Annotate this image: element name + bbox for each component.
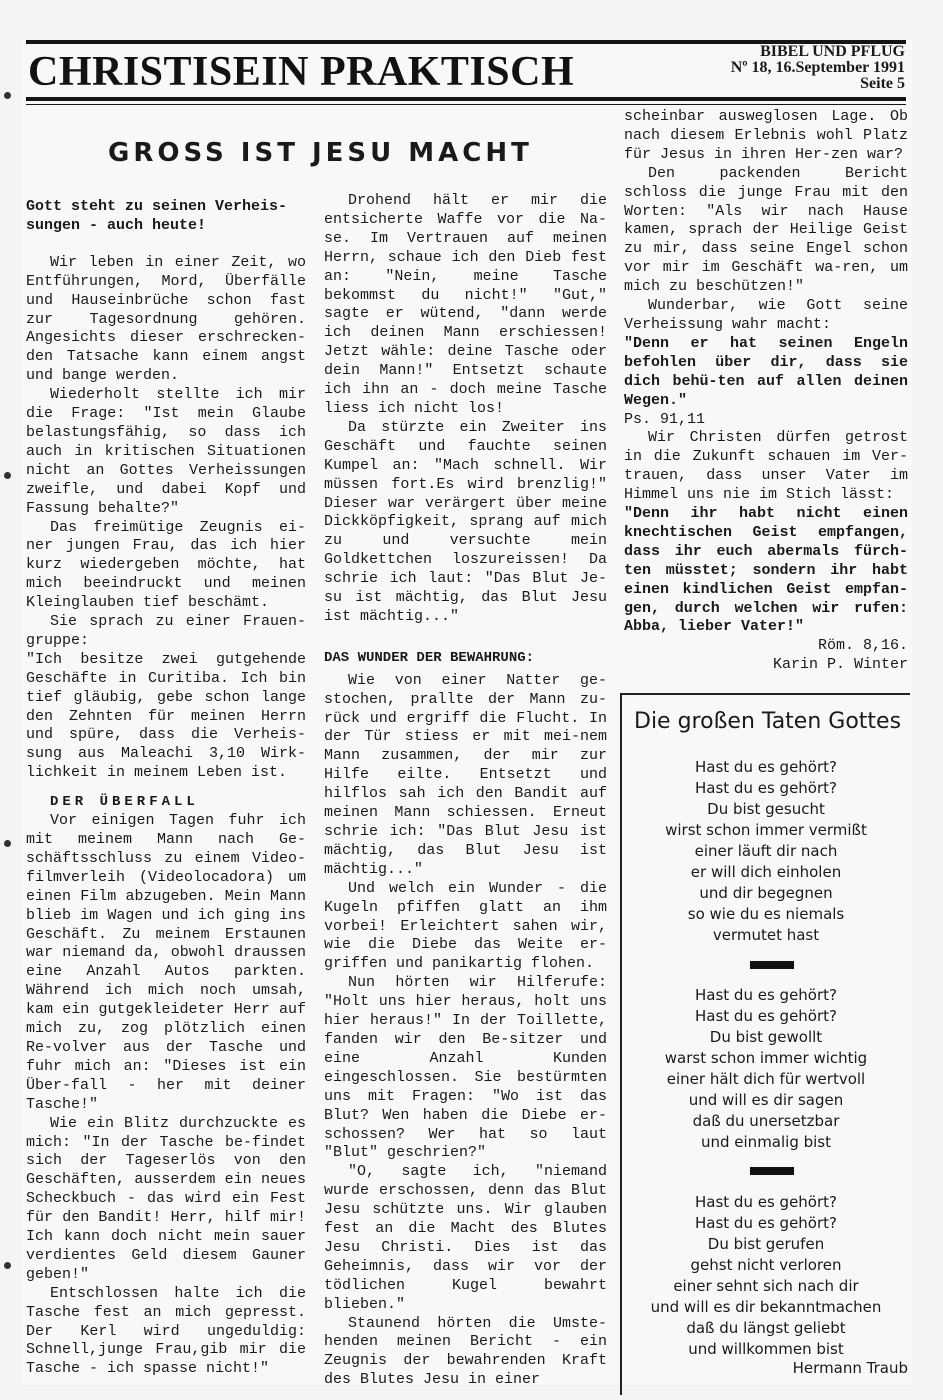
poem-stanza-1 <box>622 757 910 946</box>
poem-line: einer sehnt sich nach dir <box>673 1277 859 1295</box>
paragraph: Entschlossen halte ich die Tasche fest an mich gepresst. Der Kerl wird ungeduldig: Schnell,junge Frau,gib mir die Tasche - ich spasse nicht!" <box>26 1284 306 1378</box>
poem-title: Die großen Taten Gottes <box>634 709 902 734</box>
paragraph: Wie ein Blitz durchzuckte es mich: "In der Tasche be-findet sich der Tageserlös von den Geschäften, ausserdem ein neues Scheckbuch - das wird ein Fest für den Bandit! Herr, hilf mir! Ich kann doch nicht mein sauer verdientes Geld diesem Gauner geben!" <box>26 1114 306 1283</box>
paragraph: Wunderbar, wie Gott seine Verheissung wahr macht: <box>624 297 908 333</box>
poem-stanza-2 <box>622 985 910 1153</box>
binder-hole <box>4 840 11 847</box>
poem-stanza-3 <box>622 1192 910 1360</box>
paragraph: Den packenden Bericht schloss die junge Frau mit den Worten: "Als wir nach Hause kamen, sprach der Heilige Geist zu mir, dass seine Engel schon vor mir im Geschäft wa-ren, um mich zu beschützen!" <box>624 164 908 296</box>
paragraph: Drohend hält er mir die entsicherte Waffe vor die Na-se. Im Vertrauen auf meinen Herrn, schaue ich den Dieb fest an: "Nein, meine Tasche bekommst du nicht!" "Gut," sagte er wütend, "dann werde ich deinen Mann erschiessen! Jetzt wähle: deine Tasche oder dein Mann!" Entsetzt schaute ich ihn an - doch meine Tasche liess ich nicht los! <box>324 192 607 417</box>
paragraph: Nun hörten wir Hilferufe: "Holt uns hier heraus, holt uns hier heraus!" In der Toillette, fanden wir den Be-sitzer und eine Anzahl Kunden eingeschlossen. Sie bestürmten uns mit Fragen: "Wo ist das Blut? Wen haben die Diebe er-schossen? Wer hat so laut "Blut" geschrien?" <box>324 974 607 1162</box>
paragraph: Wiederholt stellte ich mir die Frage: "Ist mein Glaube belastungsfähig, so dass ich auch in kritischen Situationen nicht an Gottes Verheissungen zweifle, und dabei Kopf und Fassung behalte?" <box>26 386 306 517</box>
paragraph: Sie sprach zu einer Frauen-gruppe: <box>26 613 306 649</box>
binder-hole <box>4 1262 11 1269</box>
masthead-thin-rule <box>26 104 906 105</box>
stanza-divider <box>750 1167 794 1175</box>
poem-line: daß du längst geliebt <box>686 1319 846 1337</box>
paragraph: Wir Christen dürfen getrost in die Zukunft schauen im Ver-trauen, dass unser Vater im Himmel uns nie im Stich lässt: <box>624 429 908 504</box>
subheading-bewahrung: DAS WUNDER DER BEWAHRUNG: <box>324 649 535 666</box>
issue-date: Nº 18, 16.September 1991 <box>730 59 905 76</box>
column-2 <box>324 192 607 1390</box>
poem-line: Hast du es gehört? <box>695 1214 837 1232</box>
poem-line: Hast du es gehört? <box>695 986 837 1004</box>
paragraph: "O, sagte ich, "niemand wurde erschossen, denn das Blut Jesu schützte uns. Wir glauben fest an die Macht des Blutes Jesu Christi. Dies ist das Geheimnis, dass wir vor der tödlichen Kugel bewahrt blieben." <box>324 1163 607 1313</box>
poem-line: vermutet hast <box>712 926 820 944</box>
poem-line: er will dich einholen <box>690 863 842 881</box>
binder-hole <box>4 92 11 99</box>
poem-line: Hast du es gehört? <box>695 758 837 776</box>
poem-line: Du bist gewollt <box>709 1028 823 1046</box>
poem-author: Hermann Traub <box>792 1359 908 1377</box>
poem-line: einer läuft dir nach <box>694 842 838 860</box>
paragraph: Und welch ein Wunder - die Kugeln pfiffen glatt an ihm vorbei! Erleichtert sahen wir, wie die Diebe das Weite er-griffen und panikartig flohen. <box>324 879 607 973</box>
paragraph: Da stürzte ein Zweiter ins Geschäft und fauchte seinen Kumpel an: "Mach schnell. Wir müssen fort.Es wird brenzlig!" Dieser war verärgert über meine Dickköpfigkeit, sprang auf mich zu und versuchte mein Goldkettchen loszureissen! Da schrie ich laut: "Das Blut Je-su ist mächtig, das Blut Jesu ist mächtig..." <box>324 418 607 625</box>
stanza-divider <box>750 961 794 969</box>
poem-box <box>620 693 910 1395</box>
poem-line: und dir begegnen <box>699 884 833 902</box>
poem-line: Hast du es gehört? <box>695 779 837 797</box>
paragraph: "Ich besitze zwei gutgehende Geschäfte in Curitiba. Ich bin tief gläubig, gebe schon lange den Zehnten für meinen Herrn und spüre, dass die Verheis-sung aus Maleachi 3,10 Wirk-lichkeit in meinem Leben ist. <box>26 650 306 782</box>
binder-hole <box>4 472 11 479</box>
poem-line: wirst schon immer vermißt <box>665 821 867 839</box>
poem-line: und will es dir sagen <box>688 1091 844 1109</box>
masthead-title: CHRISTISEIN PRAKTISCH <box>28 49 575 95</box>
bible-reference: Ps. 91,11 <box>624 410 706 428</box>
poem-line: Hast du es gehört? <box>695 1193 837 1211</box>
poem-line: Du bist gerufen <box>707 1235 825 1253</box>
article-lead: Gott steht zu seinen Verheis-sungen - auch heute! <box>26 198 288 234</box>
masthead-bottom-rule <box>26 97 906 101</box>
article-author: Karin P. Winter <box>772 656 908 674</box>
poem-line: und will es dir bekanntmachen <box>650 1298 882 1316</box>
bible-reference: Röm. 8,16. <box>817 637 908 655</box>
poem-line: warst schon immer wichtig <box>664 1049 868 1067</box>
poem-line: und willkommen bist <box>688 1340 844 1358</box>
poem-line: daß du unersetzbar <box>692 1112 840 1130</box>
masthead-info <box>731 44 905 92</box>
bible-quote-psalm: "Denn er hat seinen Engeln befohlen über dir, dass sie dich behü-ten auf allen deinen Wegen." <box>624 334 908 409</box>
subheading-ueberfall: DER ÜBERFALL <box>50 794 199 811</box>
publication-name: BIBEL UND PFLUG <box>760 43 905 60</box>
column-3 <box>624 108 908 675</box>
paragraph: Staunend hörten die Umste-henden meinen Bericht - ein Zeugnis der bewahrenden Kraft des Blutes Jesu in einer <box>324 1314 607 1389</box>
page-number: Seite 5 <box>860 75 905 92</box>
bible-quote-romans: "Denn ihr habt nicht einen knechtischen Geist empfangen, dass ihr euch abermals fürch-ten müsstet; sondern ihr habt einen kindlichen Geist empfan-gen, durch welchen wir rufen: Abba, lieber Vater!" <box>624 505 908 636</box>
paragraph: Vor einigen Tagen fuhr ich mit meinem Mann nach Ge-schäftsschluss zu einem Video-filmverleih (Videolocadora) um einen Film abzugeben. Mein Mann blieb im Wagen und ich ging ins Geschäft. Zu meinem Erstaunen war niemand da, obwohl draussen eine Anzahl Autos parkten. Während ich mich noch umsah, kam ein gutgekleideter Herr auf mich zu, zog plötzlich einen Re-volver aus der Tasche und fuhr mich an: "Dieses ist ein Über-fall - her mit deiner Tasche!" <box>26 812 306 1113</box>
poem-line: gehst nicht verloren <box>690 1256 842 1274</box>
poem-line: Du bist gesucht <box>707 800 825 818</box>
paragraph: Wie von einer Natter ge-stochen, prallte der Mann zu-rück und ergriff die Flucht. In der Tür stiess er mit mei-nem Mann zusammen, der mir zur Hilfe eilte. Entsetzt und hilflos sah ich den Bandit auf meinen Mann schiessen. Erneut schrie ich: "Das Blut Jesu ist mächtig, das Blut Jesu ist mächtig..." <box>324 671 607 878</box>
paragraph: Wir leben in einer Zeit, wo Entführungen, Mord, Überfälle und Hauseinbrüche schon fast zur Tagesordnung gehören. Angesichts dieser erschrecken-den Tatsache kann einem angst und bange werden. <box>26 253 306 385</box>
poem-line: so wie du es niemals <box>687 905 845 923</box>
paragraph: Das freimütige Zeugnis ei-ner jungen Frau, das ich hier kurz wiedergeben möchte, hat mich beeindruckt und meinen Kleinglauben tief beschämt. <box>26 518 306 612</box>
poem-line: einer hält dich für wertvoll <box>666 1070 866 1088</box>
poem-line: und einmalig bist <box>700 1133 832 1151</box>
paragraph: scheinbar ausweglosen Lage. Ob nach diesem Erlebnis wohl Platz für Jesus in ihren Her-zen war? <box>624 108 908 163</box>
poem-line: Hast du es gehört? <box>695 1007 837 1025</box>
column-1 <box>26 198 306 1379</box>
article-headline: GROSS IST JESU MACHT <box>108 138 533 168</box>
